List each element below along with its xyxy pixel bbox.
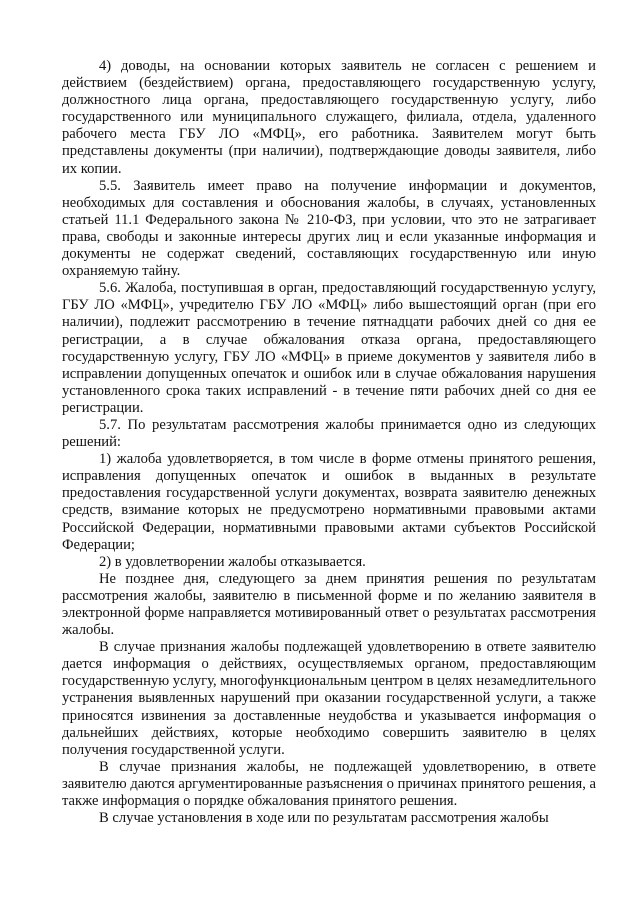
paragraph-result-2-refused: 2) в удовлетворении жалобы отказывается. [99, 553, 366, 570]
paragraph-5-6-review-period: 5.6. Жалоба, поступившая в орган, предоставляющий государственную услугу, ГБУ ЛО «МФЦ», учредителю ГБУ ЛО «МФЦ» либо вышестоящий орган (при его наличии), подлежит рассмотрению в течение пятнадцати рабочих дней со дня ее регистрации, а в случае обжалования отказа органа, предоставляющего государственную услугу, ГБУ ЛО «МФЦ» в приеме документов у заявителя либо в исправлении допущенных опечаток и ошибок или в случае обжалования нарушения установленного срока таких исправлений - в течение пяти рабочих дней со дня ее регистрации. [62, 280, 596, 416]
paragraph-unsatisfied-response: В случае признания жалобы, не подлежащей удовлетворению, в ответе заявителю даются аргументированные разъяснения о причинах принятого решения, а также информация о порядке обжалования принятого решения. [62, 758, 596, 810]
paragraph-satisfied-response: В случае признания жалобы подлежащей удовлетворению в ответе заявителю дается информация о действиях, осуществляемых органом, предоставляющим государственную услугу, многофункциональным центром в целях незамедлительного устранения выявленных нарушений при оказании государственной услуги, а также приносятся извинения за доставленные неудобства и указывается информация о дальнейших действиях, которые необходимо совершить заявителю в целях получения государственной услуги. [62, 639, 596, 758]
document-page [62, 58, 596, 827]
paragraph-item-4-arguments: 4) доводы, на основании которых заявитель не согласен с решением и действием (бездействием) органа, предоставляющего государственную услугу, должностного лица органа, предоставляющего государственную услугу, либо государственного или муниципального служащего, филиала, отдела, удаленного рабочего места ГБУ ЛО «МФЦ», его работника. Заявителем могут быть представлены документы (при наличии), подтверждающие доводы заявителя, либо их копии. [62, 58, 596, 177]
paragraph-response-deadline: Не позднее дня, следующего за днем принятия решения по результатам рассмотрения жалобы, заявителю в письменной форме и по желанию заявителя в электронной форме направляется мотивированный ответ о результатах рассмотрения жалобы. [62, 570, 596, 639]
paragraph-5-7-review-results: 5.7. По результатам рассмотрения жалобы принимается одно из следующих решений: [62, 416, 596, 451]
paragraph-continuation: В случае установления в ходе или по результатам рассмотрения жалобы [99, 810, 549, 827]
paragraph-result-1-satisfied: 1) жалоба удовлетворяется, в том числе в форме отмены принятого решения, исправления допущенных опечаток и ошибок в выданных в результате предоставления государственной услуги документах, возврата заявителю денежных средств, взимание которых не предусмотрено нормативными правовыми актами Российской Федерации, нормативными правовыми актами субъектов Российской Федерации; [62, 451, 596, 553]
paragraph-5-5-right-to-information: 5.5. Заявитель имеет право на получение информации и документов, необходимых для составления и обоснования жалобы, в случаях, установленных статьей 11.1 Федерального закона № 210-ФЗ, при условии, что это не затрагивает права, свободы и законные интересы других лиц и если указанные информация и документы не содержат сведений, составляющих государственную или иную охраняемую тайну. [62, 177, 596, 280]
